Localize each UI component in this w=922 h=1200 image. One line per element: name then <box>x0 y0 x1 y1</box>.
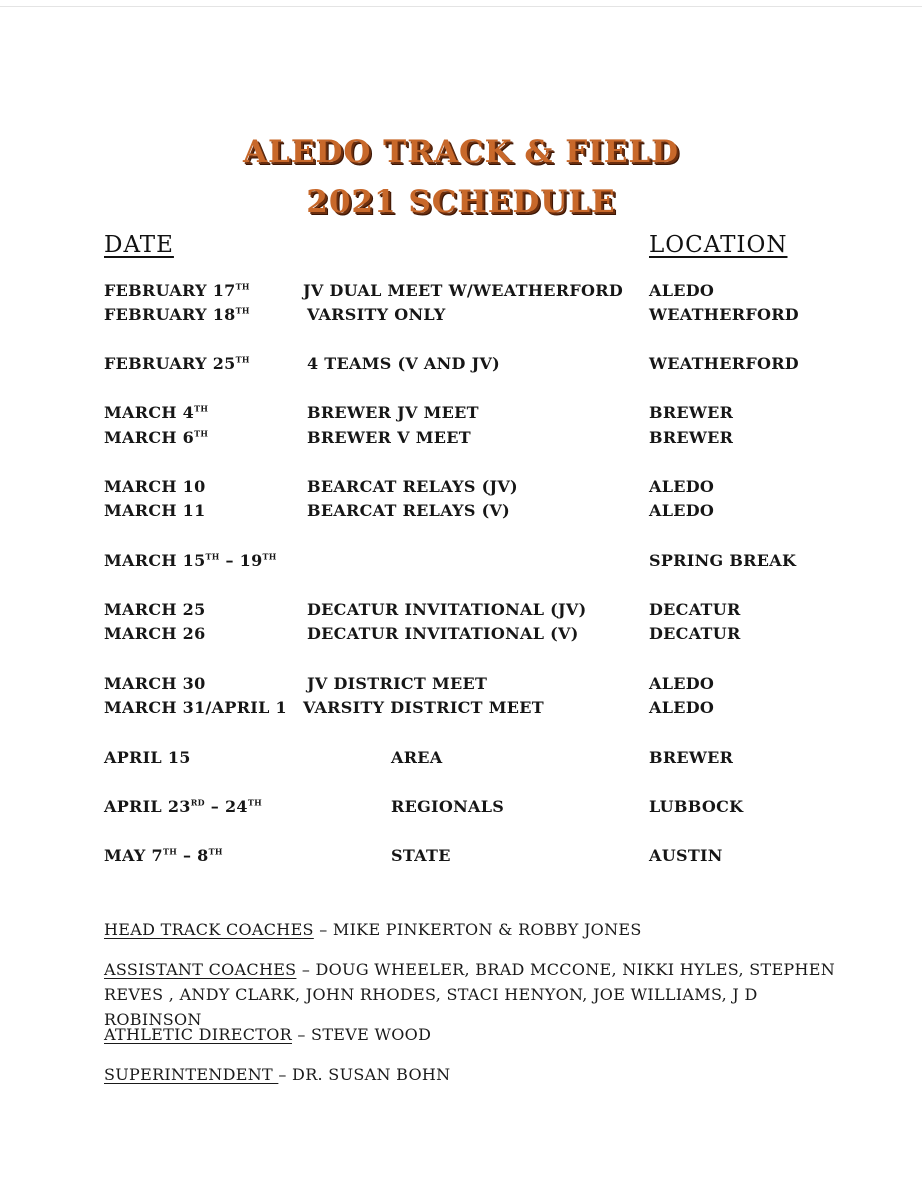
row-event: BEARCAT RELAYS (V) <box>307 501 511 520</box>
row-location: BREWER <box>649 428 734 447</box>
head-coaches-names: – MIKE PINKERTON & ROBBY JONES <box>313 920 642 939</box>
row-location: SPRING BREAK <box>649 551 797 570</box>
row-date: MARCH 6TH <box>104 428 209 447</box>
row-date: MARCH 26 <box>104 624 206 643</box>
row-event: DECATUR INVITATIONAL (V) <box>307 624 579 643</box>
assistant-coaches-label: ASSISTANT COACHES <box>104 960 297 979</box>
page-title: ALEDO TRACK & FIELD <box>242 134 680 170</box>
superintendent-line <box>104 1062 844 1087</box>
row-location: ALEDO <box>649 281 715 300</box>
row-location: LUBBOCK <box>649 797 744 816</box>
page-subtitle: 2021 SCHEDULE <box>306 184 616 220</box>
row-date: APRIL 15 <box>104 748 191 767</box>
date-column-header: DATE <box>104 232 174 258</box>
athletic-director-name: – STEVE WOOD <box>291 1025 432 1044</box>
row-location: ALEDO <box>649 674 715 693</box>
row-event: STATE <box>391 846 451 865</box>
row-date: MARCH 30 <box>104 674 206 693</box>
row-location: AUSTIN <box>649 846 723 865</box>
row-location: ALEDO <box>649 698 715 717</box>
assistant-coaches-names: – DOUG WHEELER, BRAD MCCONE, NIKKI HYLES, STEPHEN REVES , ANDY CLARK, JOHN RHODES, STACI HENYON, JOE WILLIAMS, J D ROBINSON <box>104 960 836 1029</box>
row-date: MARCH 4TH <box>104 403 209 422</box>
row-location: BREWER <box>649 403 734 422</box>
row-event: REGIONALS <box>391 797 505 816</box>
row-event: VARSITY ONLY <box>307 305 446 324</box>
row-event: AREA <box>391 748 443 767</box>
row-date: MARCH 31/APRIL 1 <box>104 698 287 717</box>
head-coaches-line <box>104 917 844 942</box>
row-event: VARSITY DISTRICT MEET <box>303 698 544 717</box>
row-event: 4 TEAMS (V AND JV) <box>307 354 501 373</box>
superintendent-name: – DR. SUSAN BOHN <box>278 1065 451 1084</box>
row-date: APRIL 23RD – 24TH <box>104 797 262 816</box>
page-top-border <box>0 0 922 7</box>
location-column-header: LOCATION <box>649 232 788 258</box>
row-date: MARCH 11 <box>104 501 206 520</box>
row-location: DECATUR <box>649 600 741 619</box>
row-date: MARCH 15TH – 19TH <box>104 551 277 570</box>
superintendent-label: SUPERINTENDENT <box>104 1065 279 1084</box>
row-date: FEBRUARY 17TH <box>104 281 250 300</box>
row-date: MARCH 10 <box>104 477 206 496</box>
row-event: DECATUR INVITATIONAL (JV) <box>307 600 587 619</box>
row-event: BREWER V MEET <box>307 428 471 447</box>
row-location: ALEDO <box>649 477 715 496</box>
row-event: BEARCAT RELAYS (JV) <box>307 477 518 496</box>
row-location: DECATUR <box>649 624 741 643</box>
row-location: ALEDO <box>649 501 715 520</box>
athletic-director-line <box>104 1022 844 1047</box>
row-date: FEBRUARY 18TH <box>104 305 250 324</box>
row-location: WEATHERFORD <box>649 305 799 324</box>
athletic-director-label: ATHLETIC DIRECTOR <box>104 1025 292 1044</box>
row-date: MARCH 25 <box>104 600 206 619</box>
head-coaches-label: HEAD TRACK COACHES <box>104 920 314 939</box>
row-date: FEBRUARY 25TH <box>104 354 250 373</box>
row-location: BREWER <box>649 748 734 767</box>
row-date: MAY 7TH – 8TH <box>104 846 223 865</box>
row-location: WEATHERFORD <box>649 354 799 373</box>
row-event: BREWER JV MEET <box>307 403 479 422</box>
row-event: JV DISTRICT MEET <box>307 674 488 693</box>
row-event: JV DUAL MEET W/WEATHERFORD <box>303 281 624 300</box>
assistant-coaches-line <box>104 957 844 1032</box>
